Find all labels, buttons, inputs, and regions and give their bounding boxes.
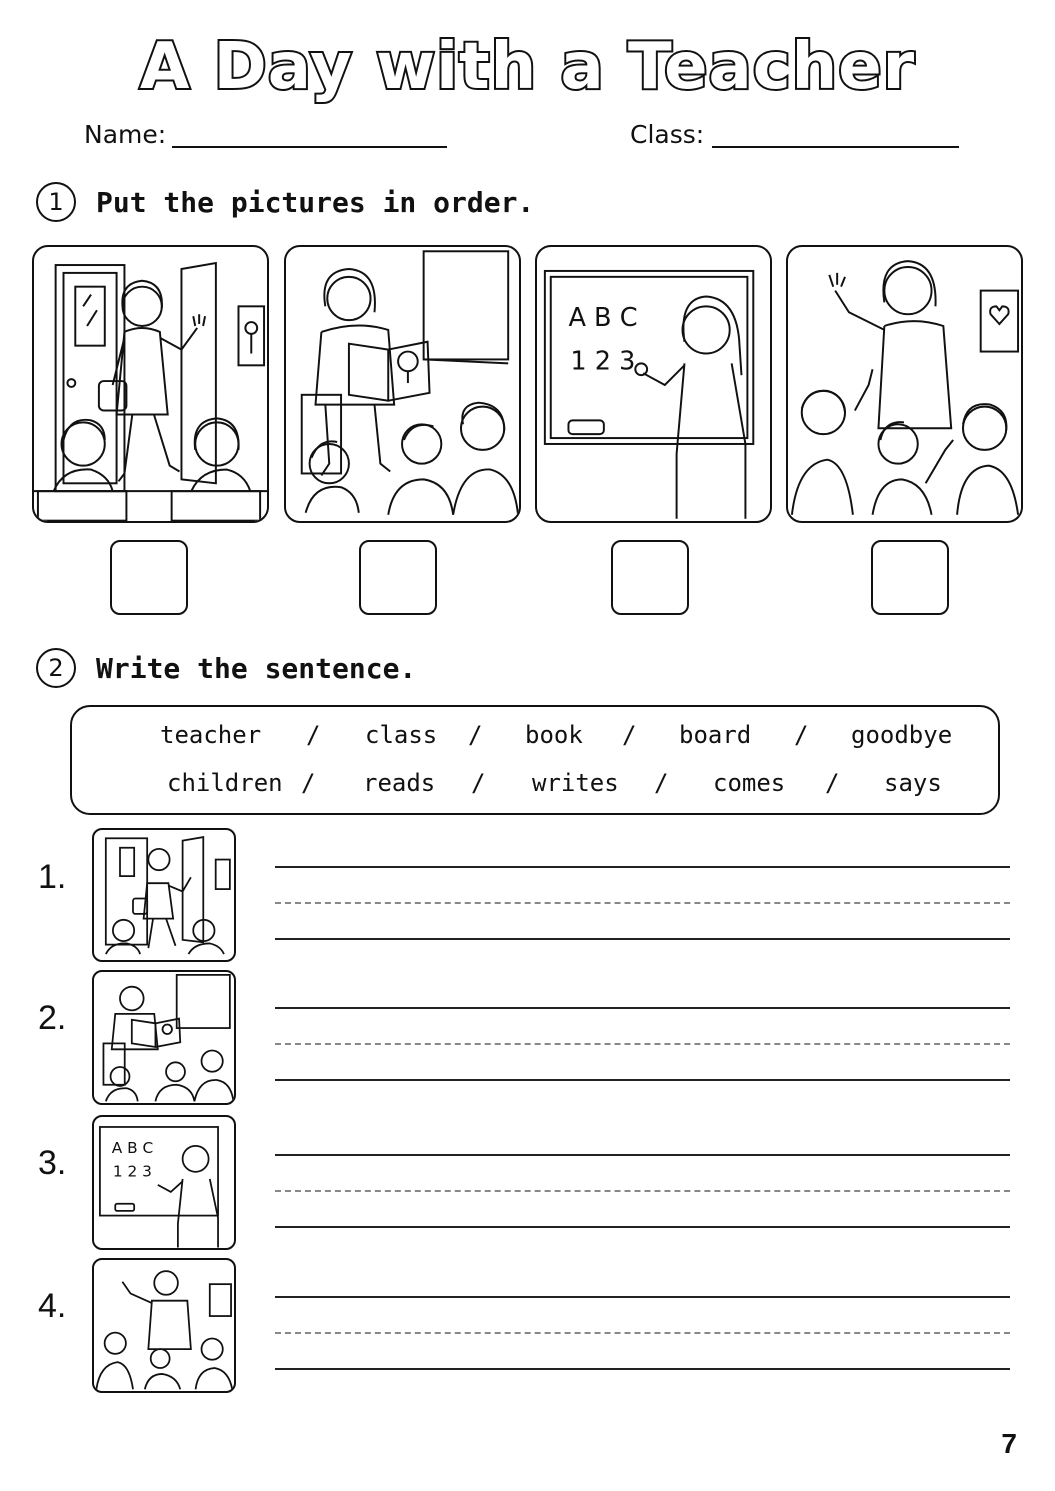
- writing-line-bottom[interactable]: [275, 1079, 1010, 1081]
- book-icon: [349, 342, 430, 401]
- order-answer-box-3[interactable]: [611, 540, 689, 615]
- word-bank-word: writes: [532, 769, 619, 797]
- word-bank-word: children: [167, 769, 283, 797]
- writing-line-bottom[interactable]: [275, 1368, 1010, 1370]
- heart-poster-icon: [981, 291, 1018, 352]
- class-label: Class:: [630, 120, 705, 149]
- row-number-1: 1.: [38, 858, 67, 896]
- writing-line-top[interactable]: [275, 1007, 1010, 1009]
- class-field[interactable]: [712, 146, 959, 148]
- word-bank-word: class: [365, 721, 438, 749]
- section-2-number: 2: [36, 648, 76, 688]
- thumbnail-board-letters: A B C: [111, 1138, 154, 1157]
- writing-line-top[interactable]: [275, 1296, 1010, 1298]
- word-separator: /: [306, 721, 321, 749]
- section-1-number: 1: [36, 182, 76, 222]
- picture-teacher-writes: [535, 245, 772, 523]
- name-label: Name:: [84, 120, 167, 149]
- thumbnail-teacher-comes: [92, 828, 236, 962]
- writing-line-middle[interactable]: [275, 1332, 1010, 1334]
- waving-hand-icon: [829, 273, 845, 287]
- writing-line-middle[interactable]: [275, 1190, 1010, 1192]
- word-separator: /: [468, 721, 483, 749]
- writing-line-top[interactable]: [275, 1154, 1010, 1156]
- row-number-3: 3.: [38, 1144, 67, 1182]
- section-2-heading: [36, 648, 416, 688]
- word-bank-word: board: [679, 721, 752, 749]
- order-answer-box-4[interactable]: [871, 540, 949, 615]
- page-number: 7: [1001, 1428, 1017, 1459]
- section-1-instruction: Put the pictures in order.: [96, 185, 535, 219]
- section-2-instruction: Write the sentence.: [96, 651, 417, 685]
- name-field[interactable]: [172, 146, 447, 148]
- word-separator: /: [301, 769, 316, 797]
- writing-line-bottom[interactable]: [275, 938, 1010, 940]
- word-bank-word: goodbye: [851, 721, 953, 749]
- word-separator: /: [794, 721, 809, 749]
- board-letters: A B C: [568, 302, 638, 333]
- tree-icon: [398, 352, 418, 383]
- door-icon: [56, 263, 216, 491]
- word-bank-word: book: [525, 721, 583, 749]
- word-separator: /: [471, 769, 486, 797]
- order-answer-box-1[interactable]: [110, 540, 188, 615]
- row-number-4: 4.: [38, 1287, 67, 1325]
- row-number-2: 2.: [38, 999, 67, 1037]
- section-1-heading: [36, 182, 534, 222]
- word-bank-word: reads: [363, 769, 436, 797]
- writing-line-middle[interactable]: [275, 1043, 1010, 1045]
- picture-teacher-comes: [32, 245, 269, 523]
- thumbnail-teacher-reads: [92, 970, 236, 1105]
- order-answer-box-2[interactable]: [359, 540, 437, 615]
- picture-teacher-says-goodbye: [786, 245, 1023, 523]
- writing-line-top[interactable]: [275, 866, 1010, 868]
- board-numbers: 1 2 3: [570, 346, 636, 377]
- word-separator: /: [654, 769, 669, 797]
- page-title: A Day with a Teacher: [139, 30, 916, 104]
- word-bank-word: comes: [713, 769, 786, 797]
- flower-poster-icon: [238, 306, 264, 365]
- word-separator: /: [825, 769, 840, 797]
- thumbnail-board-numbers: 1 2 3: [112, 1162, 152, 1181]
- picture-teacher-reads: [284, 245, 521, 523]
- thumbnail-teacher-says-goodbye: [92, 1258, 236, 1393]
- writing-line-middle[interactable]: [275, 902, 1010, 904]
- word-bank-word: says: [884, 769, 942, 797]
- word-bank-word: teacher: [160, 721, 262, 749]
- word-separator: /: [622, 721, 637, 749]
- word-bank: [70, 705, 1000, 815]
- writing-line-bottom[interactable]: [275, 1226, 1010, 1228]
- thumbnail-teacher-writes: [92, 1115, 236, 1250]
